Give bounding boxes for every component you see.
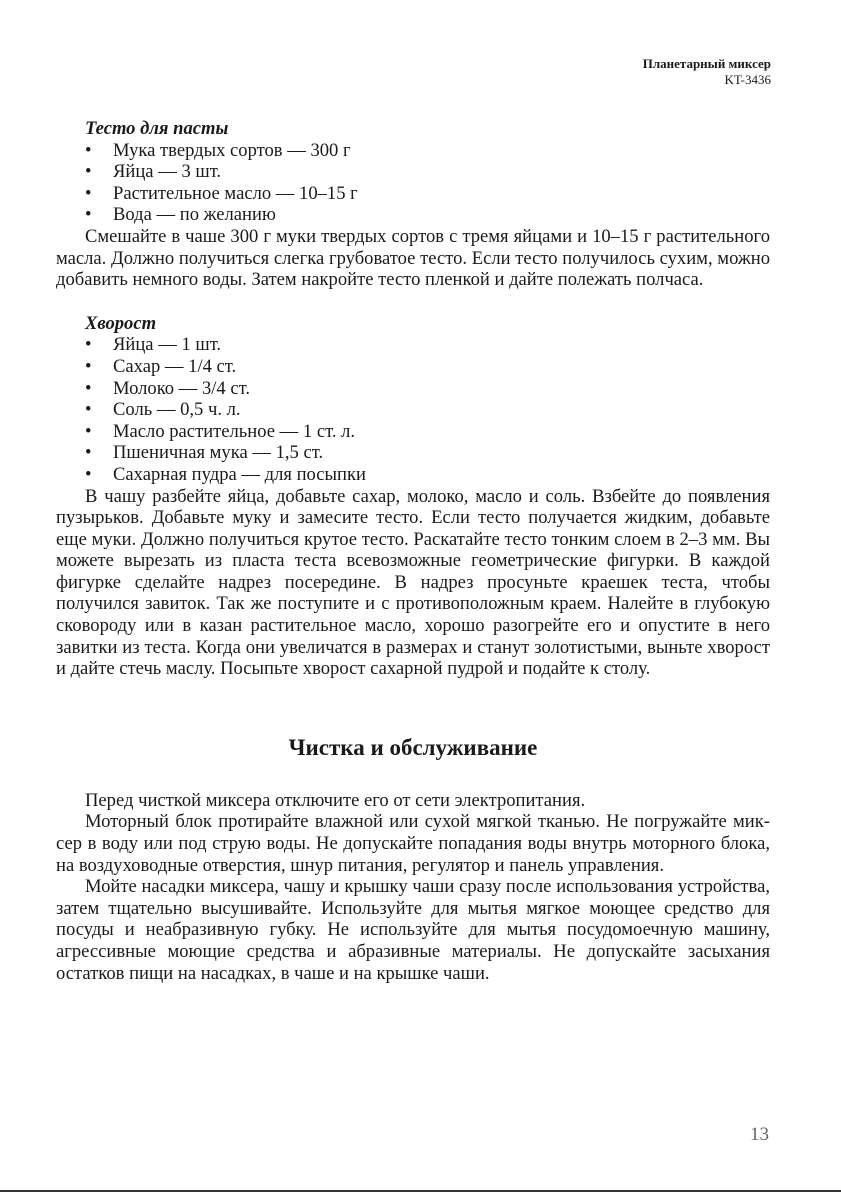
ingredient-item: • Пшеничная мука — 1,5 ст. bbox=[56, 442, 770, 464]
ingredient-item: • Вода — по желанию bbox=[56, 204, 770, 226]
recipe-text-khvorost: В чашу разбейте яйца, добавьте сахар, молоко, масло и соль. Взбейте до появления пузырьков. Добавьте муку и замесите тесто. Если тесто получается жидким, добавьте еще муки. Должно получиться крутое тесто. Раскатайте тесто тонким слоем в 2–3 мм. Вы можете вырезать из пласта теста всевозможные геометрические фигурки. В каждой фигурке сделайте надрез посередине. В надрез просуньте краешек теста, чтобы получился завиток. Так же поступите и с противоположным краем. Налейте в глубокую сковороду или в казан растительное масло, хорошо разогрейте его и опустите в него завитки из теста. Когда они увеличатся в размерах и станут золотистыми, выньте хворост и дайте стечь маслу. Посыпьте хворост сахарной пудрой и подайте к столу. bbox=[56, 485, 770, 680]
ingredient-item: • Сахарная пудра — для посыпки bbox=[56, 464, 770, 486]
bottom-divider bbox=[0, 1190, 841, 1192]
ingredient-item: • Сахар — 1/4 ст. bbox=[56, 356, 770, 378]
cleaning-paragraph: Мойте насадки миксера, чашу и крышку чаши сразу после использования устройства, затем тщательно высушивайте. Используйте для мытья мягкое моющее средство для посуды и неабразивную губку. Не используйте для мытья посудомоечную машину, агрессивные моющие средства и абразивные материалы. Не допускайте засыхания остатков пищи на насадках, в чаше и на крышке чаши. bbox=[56, 876, 770, 984]
cleaning-paragraph: Перед чисткой миксера отключите его от сети электропитания. bbox=[85, 789, 586, 811]
ingredient-item: • Соль — 0,5 ч. л. bbox=[56, 399, 770, 421]
recipe-title-khvorost: Хворост bbox=[85, 312, 157, 334]
recipe-title-pasta: Тесто для пасты bbox=[85, 118, 229, 139]
ingredient-list-pasta bbox=[56, 140, 770, 226]
page-content bbox=[56, 118, 770, 984]
ingredient-item: • Масло растительное — 1 ст. л. bbox=[56, 421, 770, 443]
ingredient-list-khvorost bbox=[56, 334, 770, 485]
ingredient-item: • Мука твердых сортов — 300 г bbox=[56, 140, 770, 162]
ingredient-item: • Молоко — 3/4 ст. bbox=[56, 378, 770, 400]
page-number: 13 bbox=[750, 1124, 769, 1145]
ingredient-item: • Растительное масло — 10–15 г bbox=[56, 183, 770, 205]
ingredient-item: • Яйца — 1 шт. bbox=[56, 334, 770, 356]
product-name: Планетарный миксер bbox=[642, 56, 771, 71]
recipe-text-pasta: Смешайте в чаше 300 г муки твердых сортов с тремя яйцами и 10–15 г растительного масла. Должно получиться слегка грубоватое тесто. Если тесто получилось сухим, можно добавить немного воды. Затем накройте тесто пленкой и дайте полежать полчаса. bbox=[56, 225, 770, 291]
page-header bbox=[643, 56, 771, 88]
section-title-cleaning: Чистка и обслуживание bbox=[288, 734, 538, 760]
cleaning-paragraph: Моторный блок протирайте влажной или сухой мягкой тканью. Не погружайте миксер в воду или под струю воды. Не допускайте попадания воды внутрь моторного блока, на воздуховодные отверстия, шнур питания, регулятор и панель управления. bbox=[56, 811, 770, 876]
ingredient-item: • Яйца — 3 шт. bbox=[56, 161, 770, 183]
model-number: KT-3436 bbox=[724, 72, 771, 87]
